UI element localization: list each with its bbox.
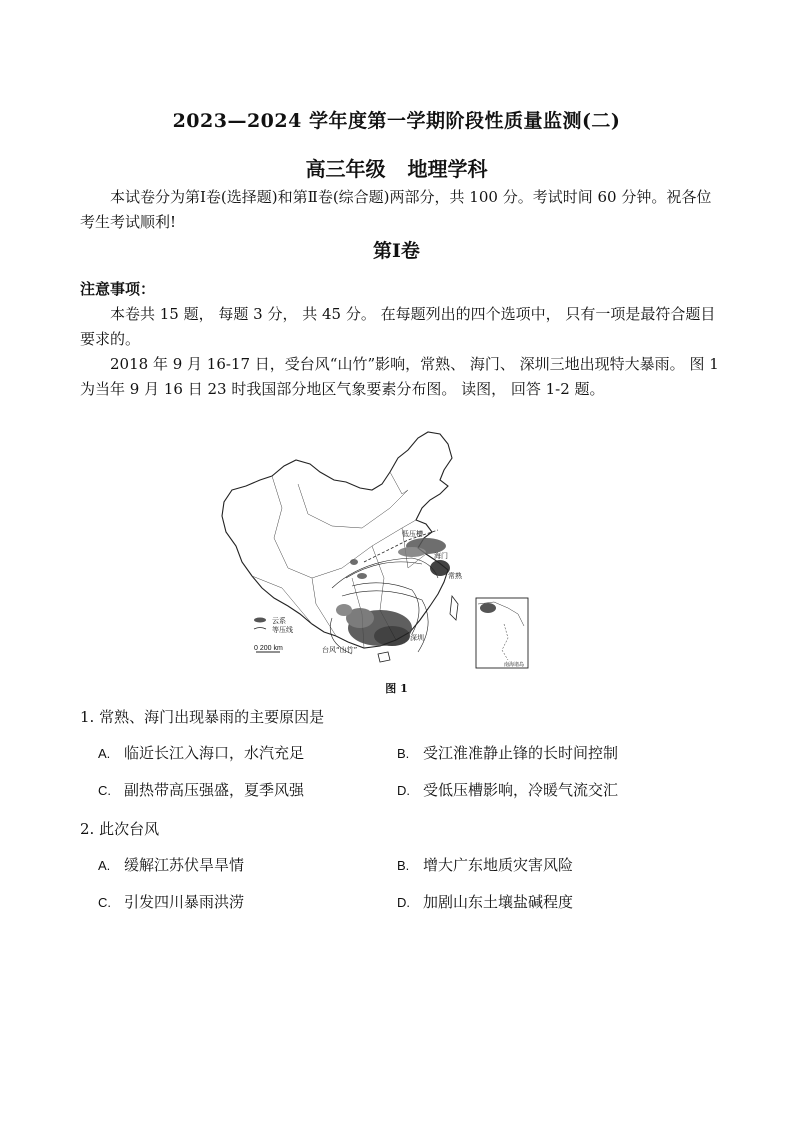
question-2-option-c[interactable]: C. 引发四川暴雨洪涝 bbox=[98, 893, 245, 911]
map-legend bbox=[254, 616, 293, 652]
notice-label: 注意事项： bbox=[80, 280, 156, 298]
question-2-stem: 2. 此次台风 bbox=[80, 820, 160, 838]
question-1-stem: 1. 常熟、海门出现暴雨的主要原因是 bbox=[80, 708, 325, 726]
changshu-label: 常熟 bbox=[448, 572, 462, 580]
legend-cloud: 云系 bbox=[272, 618, 286, 625]
weather-map-figure bbox=[212, 428, 532, 671]
grade-label: 高三年级 bbox=[305, 157, 386, 181]
lowtrough-label: 低压槽 bbox=[402, 530, 423, 538]
exam-title: 2023—2024 学年度第一学期阶段性质量监测(二) bbox=[172, 110, 621, 132]
scale-bar: 0 200 km bbox=[254, 645, 283, 652]
section-title: 第Ⅰ卷 bbox=[373, 240, 420, 262]
exam-subtitle bbox=[0, 153, 793, 182]
question-context: 2018 年 9 月 16-17 日，受台风“山竹”影响，常熟、 海门、 深圳三地出现特大暴雨。 图 1 为当年 9 月 16 日 23 时我国部分地区气象要素分布图。 读图， 回答 1-2 题。 bbox=[80, 355, 719, 398]
question-1-option-d[interactable]: D. 受低压槽影响，冷暖气流交汇 bbox=[397, 781, 619, 799]
question-1-option-b[interactable]: B. 受江淮准静止锋的长时间控制 bbox=[397, 744, 619, 762]
haimen-label: 海门 bbox=[434, 552, 448, 560]
exam-intro: 本试卷分为第Ⅰ卷(选择题)和第Ⅱ卷(综合题)两部分，共 100 分。考试时间 60 分钟。祝各位考生考试顺利! bbox=[80, 188, 712, 231]
question-2-option-b[interactable]: B. 增大广东地质灾害风险 bbox=[397, 856, 574, 874]
inset-map bbox=[476, 598, 528, 668]
typhoon-label: 台风“山竹” bbox=[322, 646, 358, 654]
inset-label: 南海诸岛 bbox=[504, 662, 525, 668]
question-1-option-c[interactable]: C. 副热带高压强盛，夏季风强 bbox=[98, 781, 305, 799]
shenzhen-label: 深圳 bbox=[410, 634, 424, 642]
question-2-option-d[interactable]: D. 加剧山东土壤盐碱程度 bbox=[397, 893, 574, 911]
question-2-option-a[interactable]: A. 缓解江苏伏旱旱情 bbox=[98, 856, 245, 874]
notice-text: 本卷共 15 题， 每题 3 分， 共 45 分。 在每题列出的四个选项中， 只有一项是最符合题目要求的。 bbox=[80, 305, 716, 348]
subject-label: 地理学科 bbox=[407, 157, 488, 181]
figure-caption: 图 1 bbox=[385, 682, 408, 695]
question-1-option-a[interactable]: A. 临近长江入海口，水汽充足 bbox=[98, 744, 305, 762]
legend-isobar: 等压线 bbox=[272, 627, 293, 634]
